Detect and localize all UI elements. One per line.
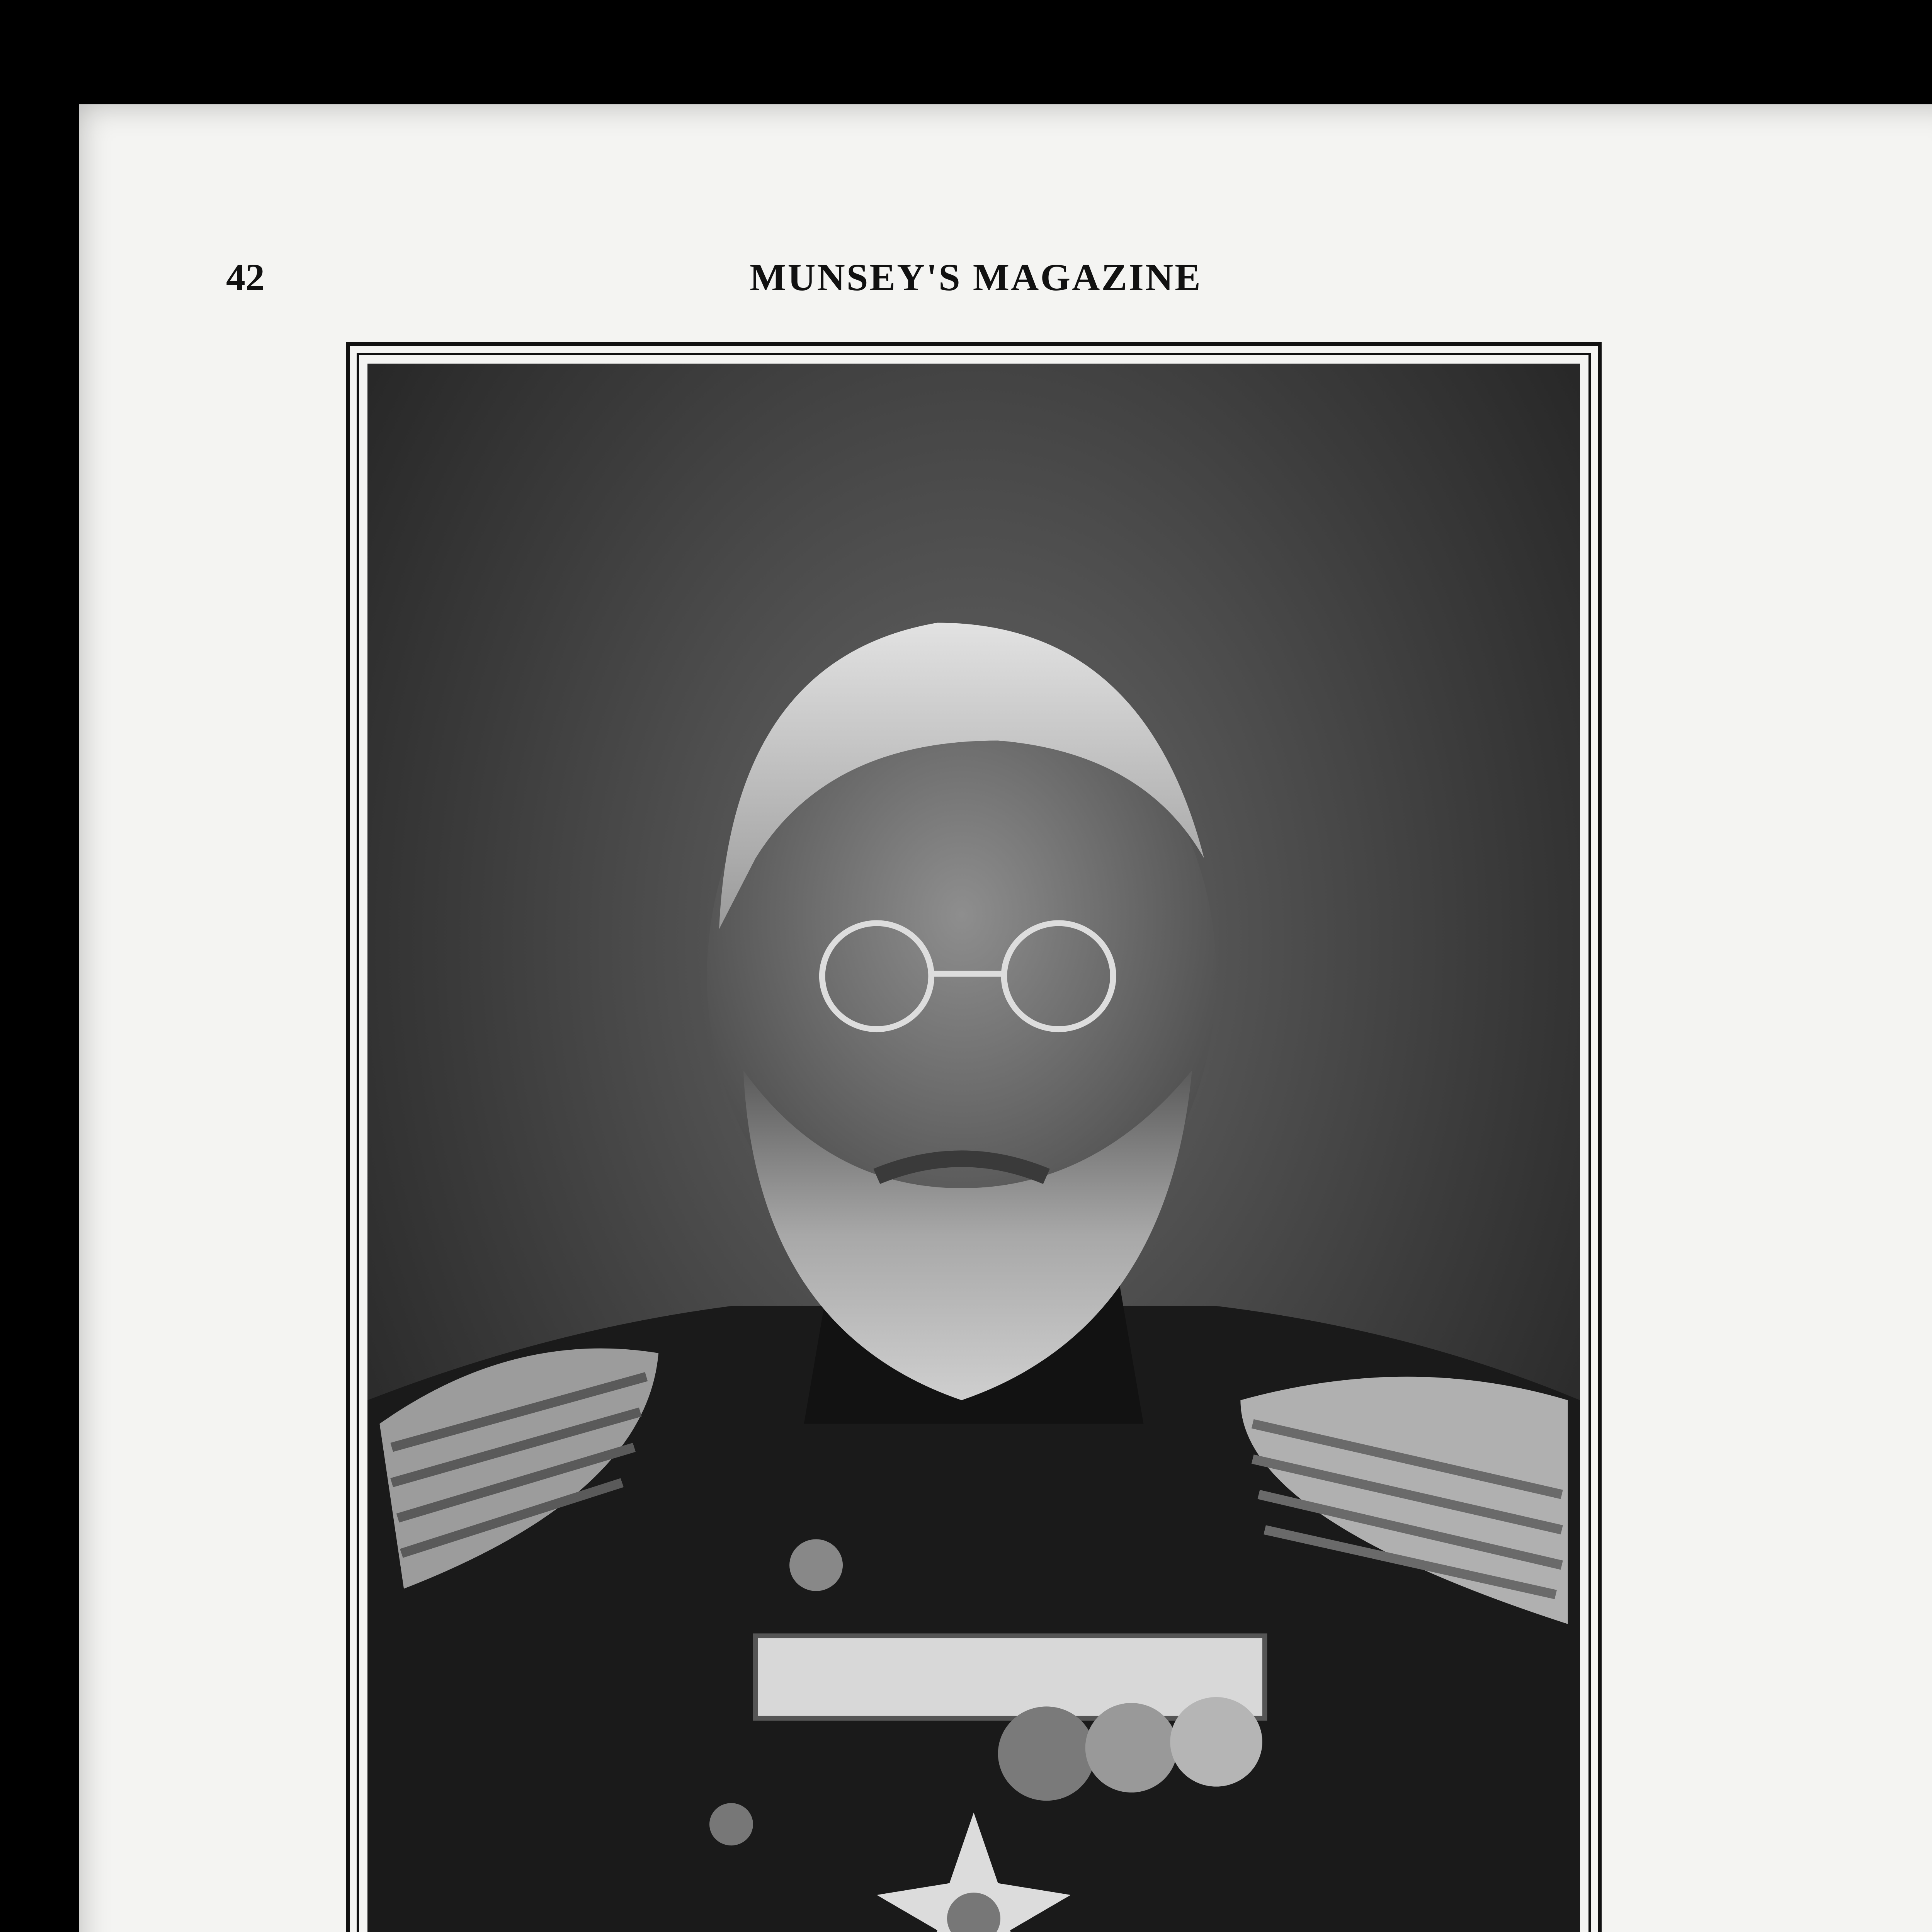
page-header (79, 255, 1932, 309)
portrait-frame (346, 342, 1602, 1932)
page-number: 42 (226, 256, 265, 299)
running-title: MUNSEY'S MAGAZINE (750, 256, 1202, 299)
magazine-page (79, 104, 1932, 1932)
torn-page-edge (1918, 104, 1932, 1932)
portrait-photo-icon (367, 364, 1580, 1932)
portrait-inner-border (357, 353, 1591, 1932)
